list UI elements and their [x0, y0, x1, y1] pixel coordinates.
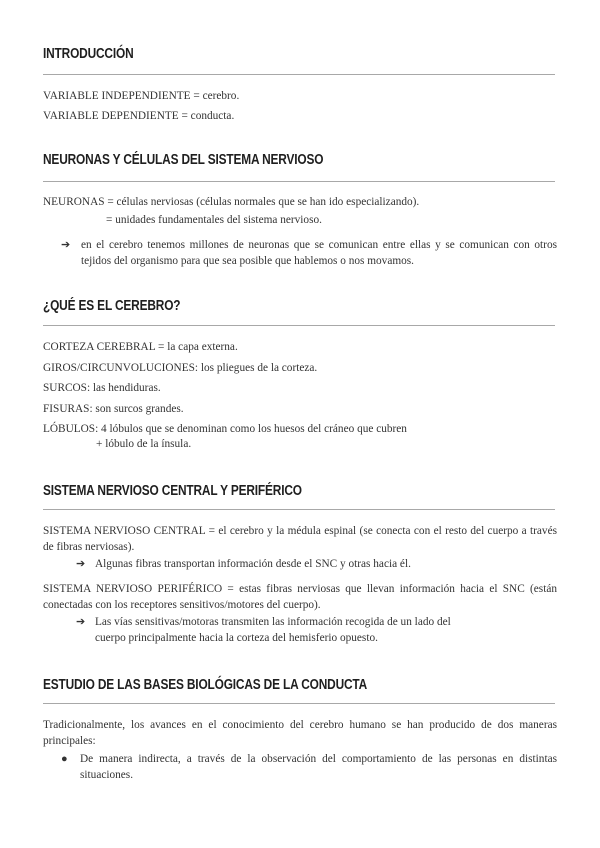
text-line-indented: + lóbulo de la ínsula. [96, 438, 192, 450]
section-heading-bases-biologicas: ESTUDIO DE LAS BASES BIOLÓGICAS DE LA CONDUCTA [43, 677, 368, 693]
text-line: SURCOS: las hendiduras. [43, 382, 161, 394]
text-line-indented: = unidades fundamentales del sistema nervioso. [106, 214, 322, 226]
arrow-text: Algunas fibras transportan información desde el SNC y otras hacia él. [95, 558, 411, 570]
text-line: VARIABLE DEPENDIENTE = conducta. [43, 110, 235, 122]
arrow-icon: ➔ [76, 616, 86, 628]
section-heading-sistema-nervioso: SISTEMA NERVIOSO CENTRAL Y PERIFÉRICO [43, 483, 302, 499]
section-divider [43, 509, 555, 510]
text-line: LÓBULOS: 4 lóbulos que se denominan como los huesos del cráneo que cubren [43, 423, 407, 435]
paragraph-snp: SISTEMA NERVIOSO PERIFÉRICO = estas fibras nerviosas que llevan información hacia el SNC (están conectadas con los receptores sensitivos/motores del cuerpo). [43, 583, 557, 611]
section-heading-introduccion: INTRODUCCIÓN [43, 46, 134, 62]
section-divider [43, 325, 555, 326]
arrow-text: Las vías sensitivas/motoras transmiten las información recogida de un lado del [95, 616, 451, 628]
text-line: NEURONAS = células nerviosas (células normales que se han ido especializando). [43, 196, 420, 208]
arrow-icon: ➔ [61, 239, 71, 251]
text-line: FISURAS: son surcos grandes. [43, 403, 184, 415]
bullet-icon: ● [61, 753, 68, 765]
arrow-icon: ➔ [76, 558, 86, 570]
section-divider [43, 181, 555, 182]
arrow-text: cuerpo principalmente hacia la corteza del hemisferio opuesto. [95, 632, 378, 644]
bullet-paragraph: De manera indirecta, a través de la observación del comportamiento de las personas en distintas situaciones. [80, 753, 557, 781]
section-divider [43, 703, 555, 704]
section-divider [43, 74, 555, 75]
paragraph-snc: SISTEMA NERVIOSO CENTRAL = el cerebro y la médula espinal (se conecta con el resto del cuerpo a través de fibras nerviosas). [43, 525, 557, 553]
arrow-paragraph: en el cerebro tenemos millones de neuronas que se comunican entre ellas y se comunican con otros tejidos del organismo para que sea posible que hablemos o nos movamos. [81, 239, 557, 267]
text-line: GIROS/CIRCUNVOLUCIONES: los pliegues de la corteza. [43, 362, 318, 374]
text-line: CORTEZA CEREBRAL = la capa externa. [43, 341, 238, 353]
paragraph-intro: Tradicionalmente, los avances en el conocimiento del cerebro humano se han producido de dos maneras principales: [43, 719, 557, 747]
section-heading-que-es-el-cerebro: ¿QUÉ ES EL CEREBRO? [43, 298, 181, 314]
section-heading-neuronas: NEURONAS Y CÉLULAS DEL SISTEMA NERVIOSO [43, 152, 324, 168]
text-line: VARIABLE INDEPENDIENTE = cerebro. [43, 90, 240, 102]
